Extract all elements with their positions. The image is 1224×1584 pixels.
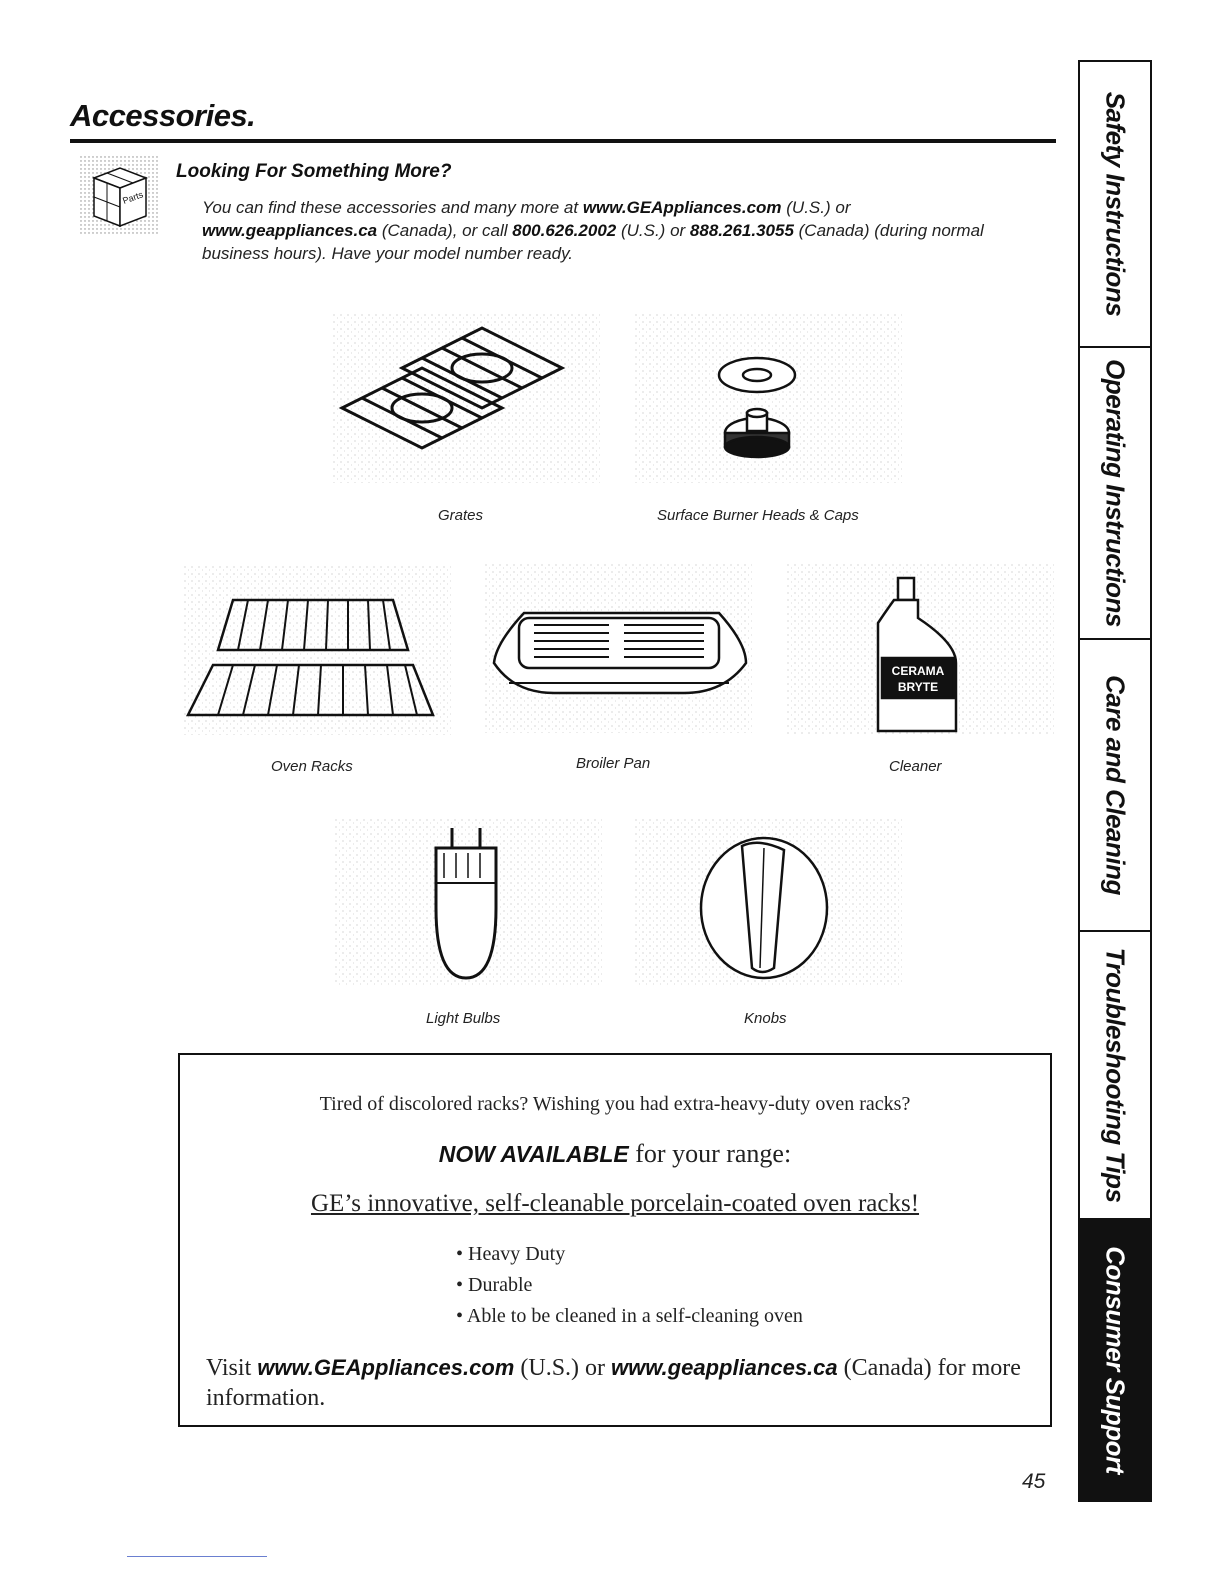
tab-troubleshooting-tips[interactable] — [1080, 932, 1150, 1220]
caption-grates: Grates — [438, 507, 484, 524]
promo-box — [178, 1053, 1052, 1427]
list-item: • Durable — [456, 1270, 803, 1301]
promo-link-geappliances-ca[interactable]: www.geappliances.ca — [611, 1355, 838, 1380]
now-available-label: NOW AVAILABLE — [438, 1141, 629, 1167]
caption-light-bulbs: Light Bulbs — [426, 1010, 501, 1027]
intro-text: (U.S.) or — [616, 221, 690, 240]
intro-text: (Canada), or call — [377, 221, 513, 240]
promo-link-geappliances-com[interactable]: www.GEAppliances.com — [257, 1355, 515, 1380]
list-item: • Heavy Duty — [456, 1239, 803, 1270]
list-item: • Able to be cleaned in a self-cleaning oven — [456, 1301, 803, 1332]
svg-text:Parts: Parts — [121, 189, 145, 206]
bottom-link-line — [127, 1556, 267, 1557]
link-geappliances-ca[interactable]: www.geappliances.ca — [202, 221, 378, 240]
phone-canada: 888.261.3055 — [689, 221, 794, 240]
tab-label: Care and Cleaning — [1100, 675, 1131, 895]
tab-label: Safety Instructions — [1100, 91, 1131, 317]
oven-racks-illustration — [183, 565, 451, 735]
page-title: Accessories. — [70, 98, 256, 133]
tab-safety-instructions[interactable] — [1080, 62, 1150, 348]
cleaner-illustration — [786, 563, 1054, 735]
visit-text: (Canada) for more information. — [206, 1355, 1021, 1411]
caption-cleaner: Cleaner — [889, 758, 942, 775]
promo-for-range: for your range: — [628, 1139, 792, 1168]
page-number: 45 — [1022, 1470, 1046, 1493]
tab-care-and-cleaning[interactable] — [1080, 640, 1150, 932]
cleaner-label-2: BRYTE — [897, 680, 939, 694]
cleaner-label-1: CERAMA — [891, 664, 945, 678]
visit-text: Visit — [206, 1355, 258, 1381]
caption-burner-heads: Surface Burner Heads & Caps — [657, 507, 859, 524]
section-tabs — [1078, 60, 1152, 1502]
grates-illustration — [332, 313, 600, 483]
light-bulbs-illustration — [334, 818, 602, 986]
caption-oven-racks: Oven Racks — [271, 758, 353, 775]
caption-broiler-pan: Broiler Pan — [576, 755, 651, 772]
intro-text: You can find these accessories and many more at — [202, 198, 583, 217]
promo-question: Tired of discolored racks? Wishing you had extra-heavy-duty oven racks? — [319, 1093, 911, 1115]
promo-headline: GE’s innovative, self-cleanable porcelain-coated oven racks! — [310, 1190, 920, 1217]
burner-heads-illustration — [634, 313, 902, 483]
parts-box-icon — [80, 156, 158, 236]
tab-consumer-support[interactable] — [1080, 1220, 1150, 1500]
broiler-pan-illustration — [484, 563, 752, 733]
promo-visit-text — [206, 1353, 1036, 1413]
title-rule — [70, 139, 1056, 143]
tab-label: Troubleshooting Tips — [1100, 947, 1131, 1203]
link-geappliances-com[interactable]: www.GEAppliances.com — [582, 198, 782, 217]
knobs-illustration — [634, 818, 902, 986]
intro-heading: Looking For Something More? — [176, 161, 452, 182]
tab-operating-instructions[interactable] — [1080, 348, 1150, 640]
tab-label: Consumer Support — [1100, 1246, 1131, 1474]
intro-text: (Canada) (during normal business hours). Have your model number ready. — [202, 221, 984, 263]
intro-text: (U.S.) or — [781, 198, 851, 217]
caption-knobs: Knobs — [744, 1010, 787, 1027]
intro-paragraph — [202, 196, 1002, 265]
promo-now-available — [180, 1139, 1050, 1169]
visit-text: (U.S.) or — [514, 1355, 612, 1381]
tab-label: Operating Instructions — [1100, 359, 1131, 627]
phone-us: 800.626.2002 — [512, 221, 617, 240]
promo-bullet-list — [456, 1239, 803, 1332]
